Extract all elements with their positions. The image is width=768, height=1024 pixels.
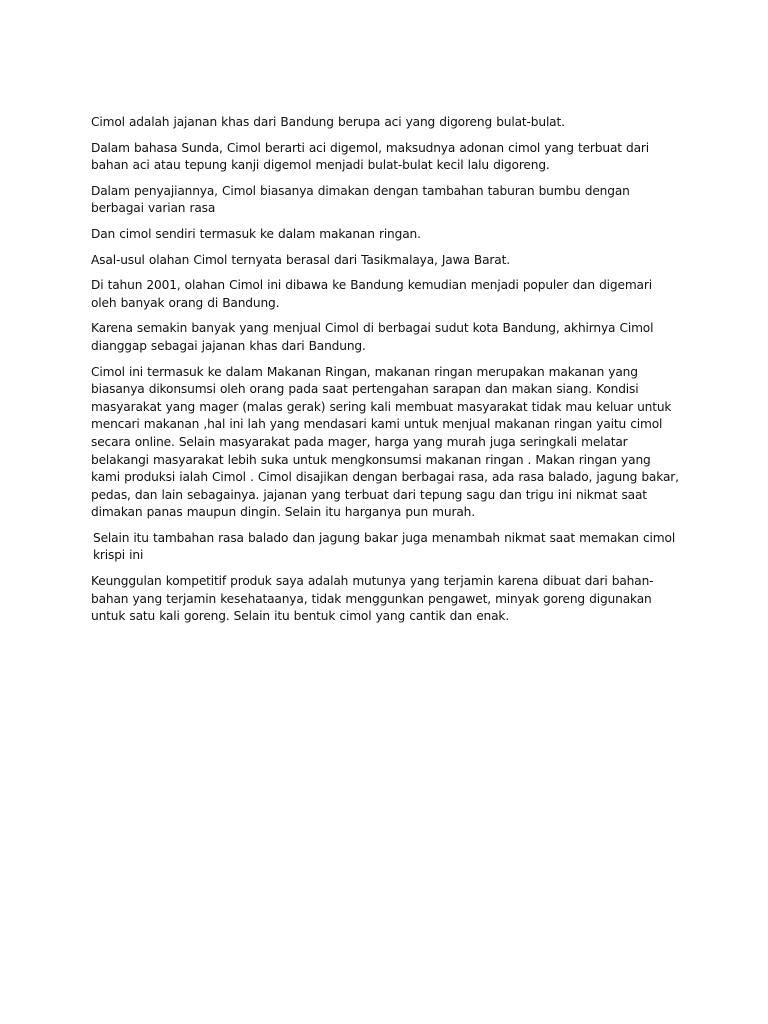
paragraph-10: Keunggulan kompetitif produk saya adalah mutunya yang terjamin karena dibuat dari bahan-bahan yang terjamin kesehataanya, tidak menggunkan pengawet, minyak goreng digunakan untuk satu kali goreng. Selain itu bentuk cimol yang cantik dan enak. xyxy=(91,574,654,624)
paragraph-1: Cimol adalah jajanan khas dari Bandung berupa aci yang digoreng bulat-bulat. xyxy=(91,115,565,129)
paragraph-9: Selain itu tambahan rasa balado dan jagung bakar juga menambah nikmat saat memakan cimol krispi ini xyxy=(93,530,676,563)
paragraph-7: Karena semakin banyak yang menjual Cimol di berbagai sudut kota Bandung, akhirnya Cimol dianggap sebagai jajanan khas dari Bandung. xyxy=(91,321,654,353)
paragraph-8: Cimol ini termasuk ke dalam Makanan Ringan, makanan ringan merupakan makanan yang biasanya dikonsumsi oleh orang pada saat pertengahan sarapan dan makan siang. Kondisi masyarakat yang mager (malas gerak) sering kali membuat masyarakat tidak mau keluar untuk mencari makanan ,hal ini lah yang mendasari kami untuk menjual makanan ringan yaitu cimol secara online. Selain masyarakat pada mager, harga yang murah juga seringkali melatar belakangi masyarakat lebih suka untuk mengkonsumsi makanan ringan . Makan ringan yang kami produksi ialah Cimol . Cimol disajikan dengan berbagai rasa, ada rasa balado, jagung bakar, pedas, dan lain sebagainya. jajanan yang terbuat dari tepung sagu dan trigu ini nikmat saat dimakan panas maupun dingin. Selain itu harganya pun murah. xyxy=(91,364,679,520)
paragraph-6: Di tahun 2001, olahan Cimol ini dibawa ke Bandung kemudian menjadi populer dan digemari oleh banyak orang di Bandung. xyxy=(91,278,652,310)
document-page xyxy=(91,114,681,634)
paragraph-5: Asal-usul olahan Cimol ternyata berasal dari Tasikmalaya, Jawa Barat. xyxy=(91,252,510,267)
paragraph-4: Dan cimol sendiri termasuk ke dalam makanan ringan. xyxy=(91,226,421,241)
paragraph-2: Dalam bahasa Sunda, Cimol berarti aci digemol, maksudnya adonan cimol yang terbuat dari bahan aci atau tepung kanji digemol menjadi bulat-bulat kecil lalu digoreng. xyxy=(91,140,650,173)
paragraph-3: Dalam penyajiannya, Cimol biasanya dimakan dengan tambahan taburan bumbu dengan berbagai varian rasa xyxy=(91,183,630,216)
